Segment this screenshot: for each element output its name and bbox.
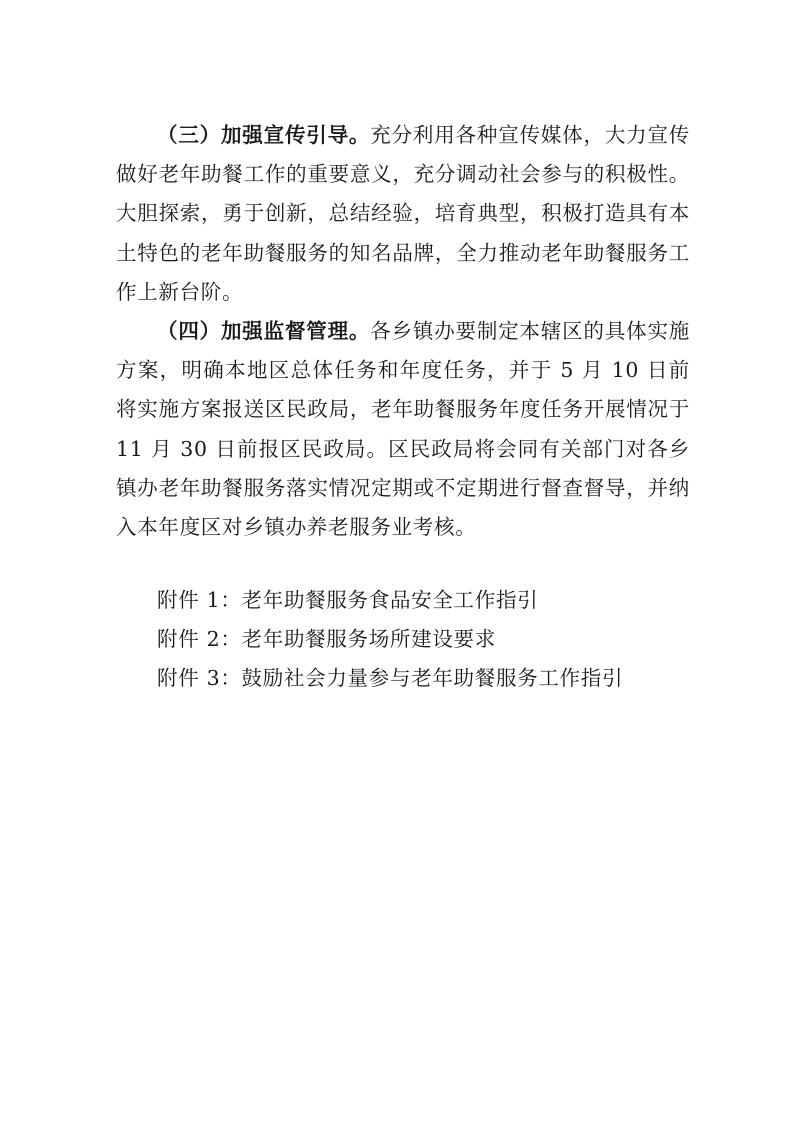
body-text xyxy=(116,116,690,547)
paragraph-heading: （四）加强监督管理。 xyxy=(157,319,371,344)
attachment-item: 附件 1：老年助餐服务食品安全工作指引 xyxy=(157,588,539,612)
paragraph-publicity xyxy=(116,116,690,312)
paragraph-body: 充分利用各种宣传媒体，大力宣传做好老年助餐工作的重要意义，充分调动社会参与的积极性。大胆探索，勇于创新，总结经验，培育典型，积极打造具有本土特色的老年助餐服务的知名品牌，全力推动老年助餐服务工作上新台阶。 xyxy=(116,123,690,304)
paragraph-body: 各乡镇办要制定本辖区的具体实施方案，明确本地区总体任务和年度任务，并于 5 月 10 日前将实施方案报送区民政局，老年助餐服务年度任务开展情况于 11 月 30 日前报区民政局。区民政局将会同有关部门对各乡镇办老年助餐服务落实情况定期或不定期进行督查督导，并纳入本年度区对乡镇办养老服务业考核。 xyxy=(116,319,690,540)
paragraph-heading: （三）加强宣传引导。 xyxy=(157,123,371,147)
attachment-item: 附件 2：老年助餐服务场所建设要求 xyxy=(157,627,496,652)
paragraph-supervision xyxy=(116,312,690,547)
attachment-list xyxy=(157,581,623,699)
attachment-item: 附件 3：鼓励社会力量参与老年助餐服务工作指引 xyxy=(157,666,624,691)
